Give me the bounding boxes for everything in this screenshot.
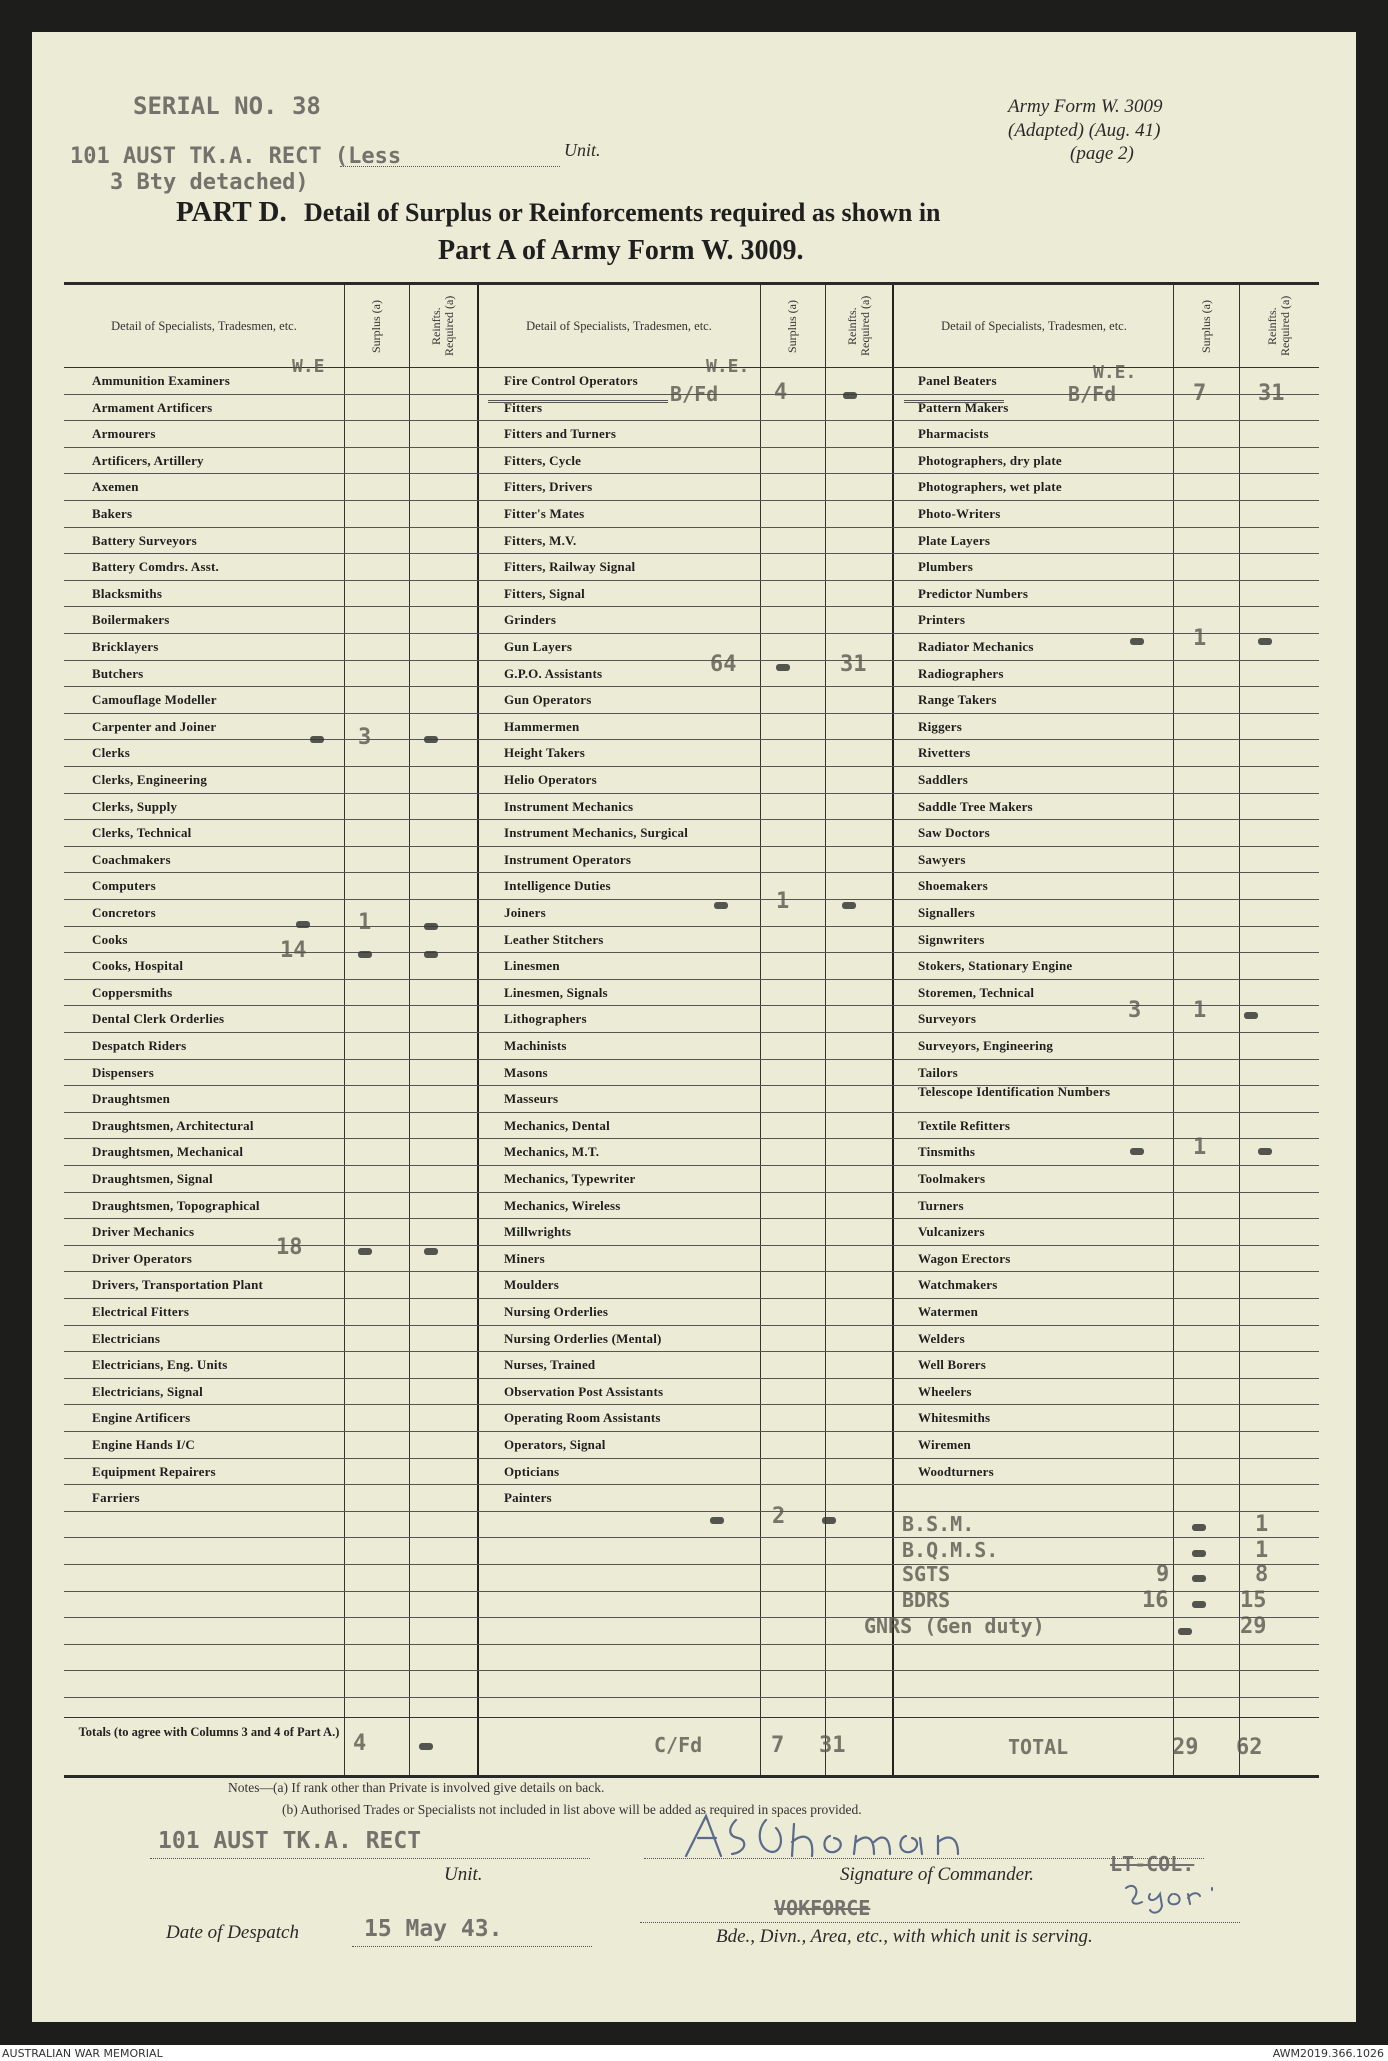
trade-label: Clerks, Engineering (92, 772, 208, 787)
col-divider (1173, 285, 1174, 1775)
note-a: Notes—(a) If rank other than Private is involved give details on back. (228, 1780, 605, 1795)
trade-label: Helio Operators (504, 772, 597, 787)
row-line (64, 686, 1319, 687)
trade-label: Wheelers (918, 1383, 972, 1399)
row-line (64, 1378, 1319, 1379)
signature-label: Signature of Commander. (840, 1864, 1035, 1885)
trade-label: Plumbers (918, 559, 974, 575)
row-line (64, 899, 1319, 900)
form-title-line2: Part A of Army Form W. 3009. (438, 235, 804, 266)
clerks-we-dash (310, 736, 324, 743)
form-ref-2: (Adapted) (Aug. 41) (1008, 120, 1161, 141)
trade-label: Height Takers (504, 745, 585, 761)
bdrs-label: BDRS (902, 1588, 951, 1612)
trade-label: Clerks (92, 745, 131, 761)
footer-unit-label: Unit. (444, 1864, 483, 1885)
row-line (64, 1670, 1319, 1671)
trade-label: Watchmakers (918, 1277, 998, 1293)
trade-label: Textile Refitters (918, 1117, 1011, 1133)
trade-label: Armament Artificers (92, 399, 213, 415)
cooks-reinfts-dash (424, 951, 438, 958)
trade-label: Riggers (918, 718, 962, 734)
row-line (64, 1697, 1319, 1698)
bfd-reinfts-3: 31 (1258, 381, 1285, 406)
row-line (64, 1245, 1319, 1246)
row-line (64, 952, 1319, 953)
trade-label: Draughtsmen (92, 1091, 171, 1107)
trade-label: Turners (918, 1197, 964, 1213)
trade-label: Masons (504, 1064, 548, 1080)
trade-label: Rivetters (918, 745, 971, 761)
date-value: 15 May 43. (364, 1916, 503, 1942)
trade-label: Fitters, Signal (504, 585, 585, 601)
row-line (64, 660, 1319, 661)
surveyors-reinfts-dash (1244, 1012, 1258, 1019)
trade-label: Fitters, Railway Signal (504, 559, 636, 575)
painters-reinfts-dash (822, 1517, 836, 1524)
painters-we-dash (710, 1517, 724, 1524)
trade-label: Plate Layers (918, 532, 991, 548)
trade-label: Telescope Identification Numbers (918, 1084, 1111, 1100)
totals-surplus: 4 (353, 1731, 367, 1756)
trade-label: Machinists (504, 1038, 567, 1053)
sgts-we: 9 (1156, 1562, 1170, 1587)
header-reinfts: Reinfts. Required (a) (844, 295, 872, 357)
trade-label: Signallers (918, 905, 975, 920)
force-value: VOKFORCE (774, 1896, 871, 1920)
trade-label: Fitters, Cycle (504, 452, 582, 468)
trade-label: Equipment Repairers (92, 1463, 216, 1479)
bqms-dash (1192, 1550, 1206, 1557)
totals-reinfts-dash (419, 1743, 433, 1750)
trade-label: Welders (918, 1330, 965, 1346)
gpo-we: 64 (710, 652, 737, 677)
trade-label: Fitters, Drivers (504, 479, 593, 495)
trade-label: Artificers, Artillery (92, 452, 204, 468)
trade-label: Battery Surveyors (92, 532, 197, 548)
trade-label: Radiator Mechanics (918, 639, 1034, 654)
trade-label: Fitters, M.V. (504, 532, 577, 548)
sgts-label: SGTS (902, 1562, 951, 1586)
archive-credit: AUSTRALIAN WAR MEMORIAL (2, 2047, 163, 2060)
gnrs-dash (1178, 1628, 1192, 1635)
trade-label: Draughtsmen, Mechanical (92, 1144, 244, 1160)
printers-reinfts-dash (1258, 638, 1272, 645)
trade-label: Linesmen, Signals (504, 984, 608, 1000)
row-line (64, 846, 1319, 847)
trade-label: Draughtsmen, Signal (92, 1171, 213, 1186)
row-line (64, 1271, 1319, 1272)
bfd-reinfts-dash-2 (843, 392, 857, 399)
totals-label: Totals (to agree with Columns 3 and 4 of Part A.) (78, 1725, 340, 1739)
intelligence-we-dash (714, 902, 728, 909)
unit-line (150, 1858, 590, 1859)
header-detail: Detail of Specialists, Tradesmen, etc. (941, 319, 1127, 333)
archive-id: AWM2019.366.1026 (1272, 2047, 1384, 2060)
trade-label: Coppersmiths (92, 984, 173, 1000)
row-line (64, 1059, 1319, 1060)
totals-rule (64, 1717, 1319, 1718)
trade-label: Ammunition Examiners (92, 373, 230, 388)
trade-label: Mechanics, Dental (504, 1117, 610, 1133)
trade-label: Surveyors (918, 1011, 977, 1027)
intelligence-reinfts-dash (842, 902, 856, 909)
trade-label: Surveyors, Engineering (918, 1038, 1054, 1053)
trade-label: Driver Mechanics (92, 1224, 195, 1240)
we-annotation-2: W.E. (706, 356, 750, 377)
row-line (64, 633, 1319, 634)
footer-unit-value: 101 AUST TK.A. RECT (158, 1828, 422, 1854)
unit-label: Unit. (564, 140, 601, 160)
trade-label: Lithographers (504, 1011, 587, 1027)
cfd-reinfts: 31 (819, 1733, 846, 1758)
trade-label: Saw Doctors (918, 825, 990, 841)
concretors-surplus: 1 (358, 910, 372, 935)
row-line (64, 819, 1319, 820)
date-label: Date of Despatch (166, 1922, 299, 1943)
row-line (64, 1138, 1319, 1139)
col-divider (825, 285, 826, 1775)
gnrs-label: GNRS (Gen duty) (864, 1614, 1045, 1638)
concretors-reinfts-dash (424, 923, 438, 930)
trade-label: Carpenter and Joiner (92, 718, 217, 734)
sgts-dash (1192, 1575, 1206, 1582)
row-line (64, 979, 1319, 980)
cooks-we: 14 (280, 938, 307, 963)
trade-label: Nursing Orderlies (Mental) (504, 1330, 662, 1346)
trade-label: Printers (918, 612, 966, 628)
bdrs-we: 16 (1142, 1588, 1169, 1613)
row-line (64, 553, 1319, 554)
row-line (64, 500, 1319, 501)
detail-table (64, 282, 1319, 1778)
intelligence-surplus: 1 (776, 889, 790, 914)
row-line (64, 1404, 1319, 1405)
row-line (64, 872, 1319, 873)
trade-label: Cooks (92, 931, 128, 947)
trade-label: Pattern Makers (918, 399, 1009, 415)
trade-label: Grinders (504, 612, 557, 628)
row-line (64, 1431, 1319, 1432)
trade-label: Stokers, Stationary Engine (918, 958, 1073, 974)
unit-typed: 101 AUST TK.A. RECT (Less (70, 144, 402, 169)
clerks-surplus: 3 (358, 725, 372, 750)
trade-label: Observation Post Assistants (504, 1383, 664, 1399)
note-b: (b) Authorised Trades or Specialists not included in list above will be added as required in spaces provided. (282, 1802, 862, 1817)
trade-label: Drivers, Transportation Plant (92, 1277, 264, 1293)
trade-label: G.P.O. Assistants (504, 665, 603, 681)
total-reinfts: 62 (1236, 1735, 1263, 1760)
row-line (64, 1112, 1319, 1113)
row-line (64, 1298, 1319, 1299)
trade-label: Instrument Mechanics, Surgical (504, 825, 689, 841)
trade-label: Fitters (504, 399, 543, 415)
driver-mech-reinfts-dash (424, 1248, 438, 1255)
row-line (64, 1351, 1319, 1352)
trade-label: Dental Clerk Orderlies (92, 1011, 225, 1027)
header-surplus: Surplus (a) (369, 299, 383, 353)
gpo-surplus-dash (776, 664, 790, 671)
sgts-value: 8 (1255, 1562, 1269, 1587)
row-line (64, 580, 1319, 581)
trade-label: Boilermakers (92, 612, 170, 628)
trade-label: Hammermen (504, 718, 580, 734)
concretors-we-dash (296, 921, 310, 928)
bfd-label-2: B/Fd (670, 382, 719, 406)
trade-label: Draughtsmen, Architectural (92, 1117, 254, 1133)
header-surplus: Surplus (a) (1198, 299, 1213, 353)
trade-label: Electricians, Eng. Units (92, 1357, 228, 1373)
trade-label: Dispensers (92, 1064, 154, 1080)
surveyors-we: 3 (1128, 998, 1142, 1023)
row-line (64, 1325, 1319, 1326)
struck-entry (488, 390, 668, 403)
row-line (64, 447, 1319, 448)
textile-we-dash (1130, 1148, 1144, 1155)
trade-label: Cooks, Hospital (92, 958, 184, 974)
trade-label: Photo-Writers (918, 506, 1001, 521)
trade-label: Opticians (504, 1463, 560, 1479)
cfd-label: C/Fd (654, 1733, 703, 1757)
trade-label: Electrical Fitters (92, 1304, 190, 1319)
driver-mech-surplus-dash (358, 1248, 372, 1255)
part-label: PART D. (176, 196, 287, 228)
row-line (64, 527, 1319, 528)
row-line (64, 473, 1319, 474)
trade-label: Fire Control Operators (504, 373, 638, 388)
trade-label: Coachmakers (92, 851, 171, 867)
trade-label: Engine Hands I/C (92, 1437, 195, 1452)
unit-typed-line2: 3 Bty detached) (110, 170, 309, 195)
bsm-value: 1 (1255, 1512, 1269, 1537)
trade-label: Moulders (504, 1277, 560, 1293)
driver-mech-we: 18 (276, 1235, 303, 1260)
bdrs-dash (1192, 1601, 1206, 1608)
trade-label: Toolmakers (918, 1171, 986, 1186)
printers-we-dash (1130, 638, 1144, 645)
trade-label: Woodturners (918, 1463, 994, 1479)
trade-label: Saddle Tree Makers (918, 798, 1033, 814)
textile-reinfts-dash (1258, 1148, 1272, 1155)
row-line (64, 1085, 1319, 1086)
row-line (64, 926, 1319, 927)
title-text: Detail of Surplus or Reinforcements required as shown in (303, 198, 941, 227)
trade-label: Pharmacists (918, 426, 989, 442)
trade-label: Instrument Mechanics (504, 798, 634, 814)
trade-label: Butchers (92, 665, 144, 681)
trade-label: Nursing Orderlies (504, 1304, 609, 1319)
trade-label: Blacksmiths (92, 585, 163, 601)
trade-label: Signwriters (918, 931, 985, 947)
trade-label: Linesmen (504, 958, 560, 974)
form-ref-3: (page 2) (1070, 143, 1134, 164)
clerks-reinfts-dash (424, 736, 438, 743)
row-line (64, 1192, 1319, 1193)
bsm-label: B.S.M. (902, 1512, 975, 1536)
trade-label: Wagon Erectors (918, 1250, 1011, 1266)
trade-label: Photographers, dry plate (918, 452, 1062, 468)
row-line (64, 1511, 1319, 1512)
cfd-surplus: 7 (771, 1733, 785, 1758)
trade-label: Panel Beaters (918, 373, 997, 388)
row-line (64, 1218, 1319, 1219)
trade-label: Driver Operators (92, 1250, 193, 1266)
bdrs-value: 15 (1240, 1588, 1267, 1613)
bqms-label: B.Q.M.S. (902, 1538, 999, 1562)
date-line (352, 1946, 592, 1947)
row-line (64, 1484, 1319, 1485)
col-divider (1239, 285, 1240, 1775)
row-line (64, 1591, 1319, 1592)
row-line (64, 793, 1319, 794)
trade-label: Computers (92, 878, 156, 894)
trade-label: Mechanics, Wireless (504, 1197, 621, 1213)
row-line (64, 1617, 1319, 1618)
trade-label: Concretors (92, 905, 156, 920)
col-divider (760, 285, 761, 1775)
trade-label: Intelligence Duties (504, 878, 611, 894)
trade-label: Clerks, Technical (92, 825, 192, 841)
row-line (64, 739, 1319, 740)
bqms-value: 1 (1255, 1538, 1269, 1563)
col-divider (892, 285, 894, 1775)
unit-dotted-line (340, 166, 560, 167)
struck-entry (904, 390, 1004, 403)
total-label: TOTAL (1008, 1735, 1069, 1759)
trade-label: Radiographers (918, 665, 1004, 681)
trade-label: Bakers (92, 506, 133, 521)
trade-label: Masseurs (504, 1091, 559, 1107)
trade-label: Mechanics, M.T. (504, 1144, 600, 1160)
force-label: Bde., Divn., Area, etc., with which unit is serving. (716, 1926, 1093, 1947)
trade-label: Operating Room Assistants (504, 1410, 661, 1426)
row-line (64, 1564, 1319, 1565)
trade-label: Leather Stitchers (504, 931, 604, 947)
printers-surplus: 1 (1193, 626, 1207, 651)
trade-label: Predictor Numbers (918, 585, 1029, 601)
col-divider (477, 285, 479, 1775)
trade-label: Clerks, Supply (92, 798, 178, 814)
trade-label: Fitters and Turners (504, 426, 617, 442)
trade-label: Joiners (504, 905, 546, 920)
row-line (64, 1165, 1319, 1166)
total-surplus: 29 (1172, 1735, 1199, 1760)
bfd-surplus-2: 4 (774, 380, 788, 405)
trade-label: Battery Comdrs. Asst. (92, 559, 219, 575)
form-ref-1: Army Form W. 3009 (1008, 96, 1163, 117)
form-title-line1 (176, 196, 941, 229)
trade-label: Painters (504, 1490, 552, 1506)
trade-label: Wiremen (918, 1437, 971, 1452)
row-line (64, 1644, 1319, 1645)
rank-handwriting (1120, 1876, 1230, 1916)
serial-number: SERIAL NO. 38 (133, 92, 321, 120)
trade-label: Axemen (92, 479, 139, 495)
trade-label: Tinsmiths (918, 1144, 976, 1160)
trade-label: Mechanics, Typewriter (504, 1171, 636, 1186)
col-divider (409, 285, 410, 1775)
header-detail: Detail of Specialists, Tradesmen, etc. (526, 319, 712, 333)
trade-label: Storemen, Technical (918, 984, 1035, 1000)
header-detail: Detail of Specialists, Tradesmen, etc. (111, 319, 297, 333)
trade-label: Photographers, wet plate (918, 479, 1062, 495)
bfd-surplus-3: 7 (1193, 381, 1207, 406)
painters-surplus: 2 (772, 1504, 786, 1529)
trade-label: Fitter's Mates (504, 506, 585, 521)
row-line (64, 1032, 1319, 1033)
trade-label: Sawyers (918, 851, 966, 867)
trade-label: Electricians, Signal (92, 1383, 203, 1399)
trade-label: Bricklayers (92, 639, 159, 654)
trade-label: Electricians (92, 1330, 161, 1346)
header-reinfts: Reinfts. Required (a) (429, 295, 456, 357)
trade-label: Millwrights (504, 1224, 572, 1240)
row-line (64, 766, 1319, 767)
trade-label: Vulcanizers (918, 1224, 985, 1240)
trade-label: Operators, Signal (504, 1437, 606, 1452)
trade-label: Camouflage Modeller (92, 692, 217, 708)
trade-label: Armourers (92, 426, 156, 442)
trade-label: Range Takers (918, 692, 997, 708)
row-line (64, 420, 1319, 421)
force-line (640, 1922, 1240, 1923)
trade-label: Whitesmiths (918, 1410, 991, 1426)
row-line (64, 606, 1319, 607)
trade-label: Miners (504, 1250, 545, 1266)
bfd-label-3: B/Fd (1068, 382, 1117, 406)
trade-label: Farriers (92, 1490, 140, 1506)
bsm-dash (1192, 1524, 1206, 1531)
row-line (64, 1537, 1319, 1538)
commander-signature (676, 1806, 986, 1866)
rank-typed: LT-COL. (1110, 1852, 1195, 1876)
trade-label: Gun Layers (504, 639, 573, 654)
we-annotation-1: W.E (292, 356, 325, 377)
col-divider (344, 285, 345, 1775)
trade-label: Engine Artificers (92, 1410, 191, 1426)
trade-label: Draughtsmen, Topographical (92, 1197, 260, 1213)
row-line (64, 713, 1319, 714)
trade-label: Well Borers (918, 1357, 987, 1373)
trade-label: Watermen (918, 1304, 979, 1319)
trade-label: Nurses, Trained (504, 1357, 596, 1373)
gnrs-value: 29 (1240, 1614, 1267, 1639)
cooks-surplus-dash (358, 951, 372, 958)
textile-surplus: 1 (1193, 1135, 1207, 1160)
row-line (64, 1458, 1319, 1459)
trade-label: Instrument Operators (504, 851, 632, 867)
header-surplus: Surplus (a) (785, 299, 799, 353)
header-reinfts: Reinfts. Required (a) (1265, 295, 1292, 357)
trade-label: Gun Operators (504, 692, 592, 708)
trade-label: Tailors (918, 1064, 958, 1080)
trade-label: Shoemakers (918, 878, 988, 894)
we-annotation-3: W.E. (1093, 362, 1137, 383)
trade-label: Despatch Riders (92, 1038, 187, 1053)
surveyors-surplus: 1 (1193, 998, 1207, 1023)
gpo-reinfts: 31 (840, 652, 867, 677)
trade-label: Saddlers (918, 772, 969, 787)
